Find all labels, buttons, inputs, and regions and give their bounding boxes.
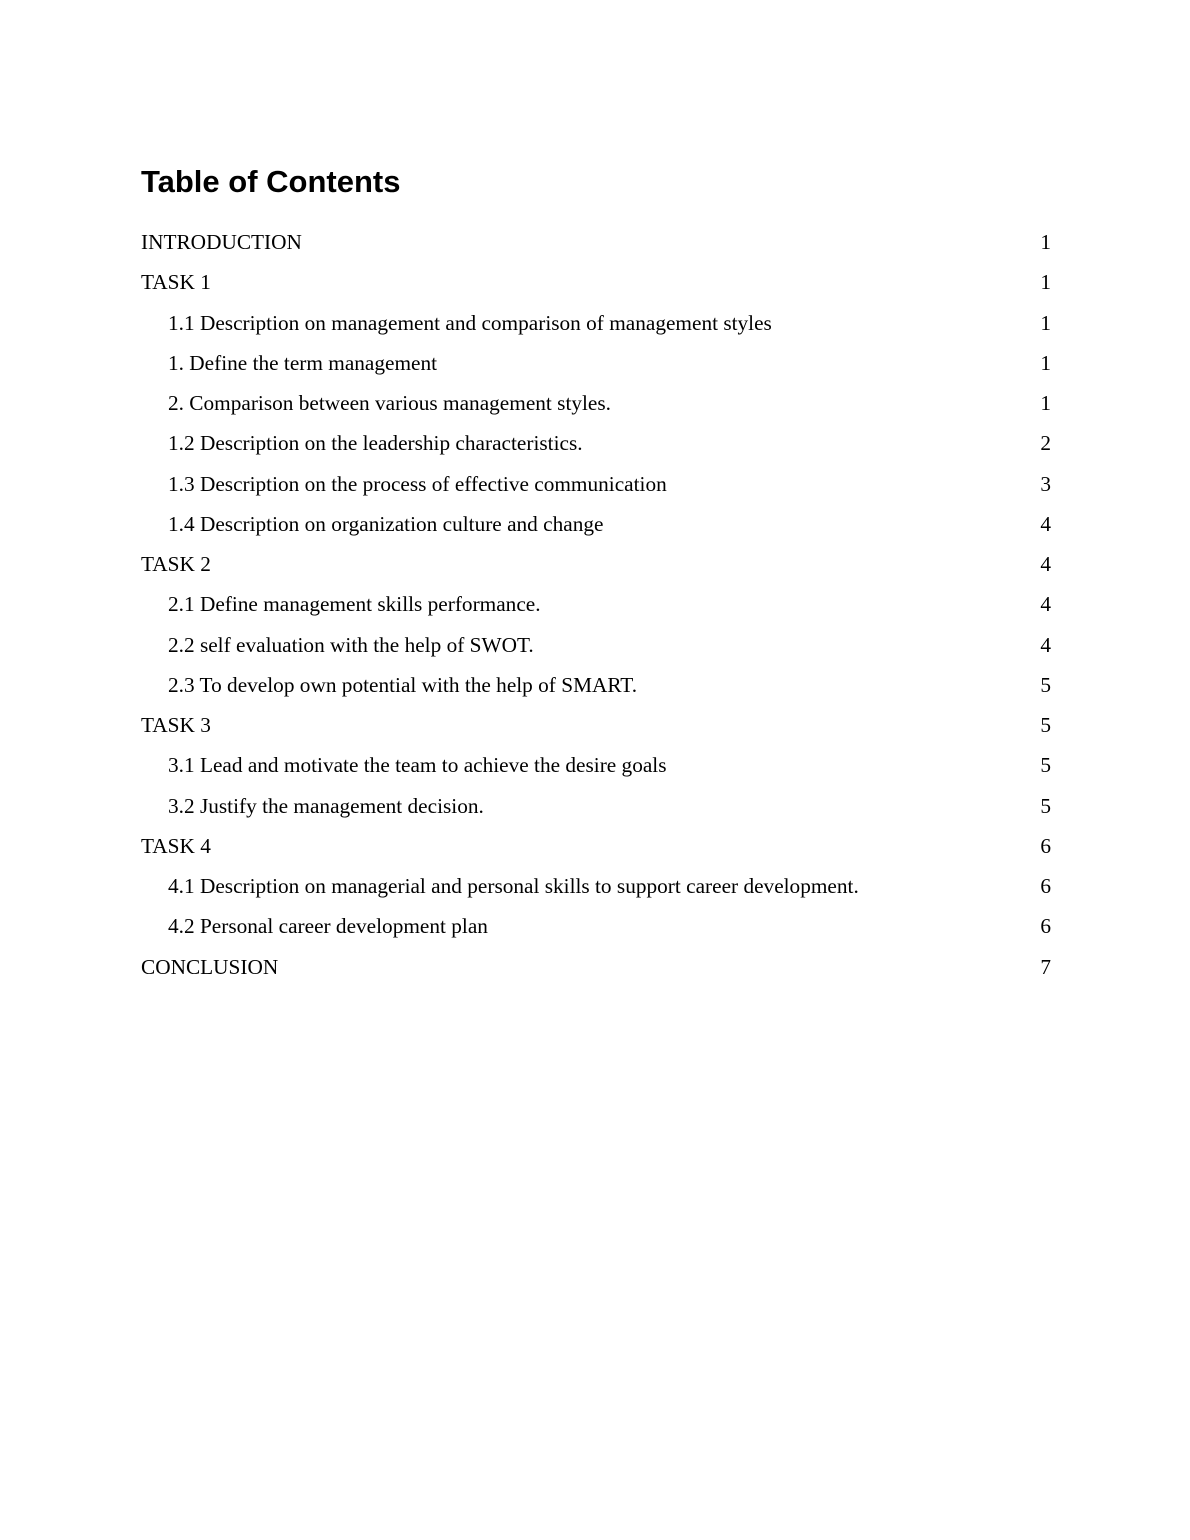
toc-page-number: 1	[1040, 391, 1051, 415]
toc-entry-label: CONCLUSION	[141, 954, 279, 979]
toc-entry-4-1[interactable]	[141, 870, 1051, 910]
toc-page-number: 6	[1040, 874, 1051, 898]
toc-entry-4-2[interactable]	[141, 910, 1051, 950]
toc-entry-label: 1.3 Description on the process of effective communication	[168, 471, 667, 496]
toc-entry-label: TASK 4	[141, 833, 211, 858]
toc-entry-label: 2. Comparison between various management styles.	[168, 391, 611, 415]
toc-entry-label: TASK 2	[141, 552, 211, 576]
toc-entry-3-1[interactable]	[141, 749, 1051, 789]
toc-entry-label: 1. Define the term management	[168, 350, 438, 375]
toc-entry-task-4[interactable]	[141, 830, 1051, 870]
toc-entry-1-4[interactable]	[141, 508, 1051, 548]
toc-entry-label: 2.1 Define management skills performance.	[168, 592, 541, 617]
toc-page-number: 4	[1040, 511, 1051, 536]
toc-page-number: 5	[1040, 753, 1051, 778]
toc-entry-label: 3.2 Justify the management decision.	[168, 793, 484, 818]
toc-entry-label: 1.1 Description on management and comparison of management styles	[168, 310, 772, 335]
toc-entry-label: 2.3 To develop own potential with the help of SMART.	[168, 672, 638, 697]
toc-page-number: 6	[1040, 914, 1051, 939]
toc-heading: Table of Contents	[141, 164, 401, 199]
toc-page-number: 1	[1040, 270, 1051, 295]
toc-entry-3-2[interactable]	[141, 790, 1051, 830]
toc-entry-1-2[interactable]	[141, 427, 1051, 467]
toc-entry-2-2[interactable]	[141, 629, 1051, 669]
toc-page-number: 4	[1040, 592, 1051, 617]
toc-page-number: 1	[1040, 230, 1051, 254]
toc-entry-2-1[interactable]	[141, 588, 1051, 628]
toc-entry-2-3[interactable]	[141, 669, 1051, 709]
toc-entry-label: 4.2 Personal career development plan	[168, 914, 488, 939]
toc-page-number: 6	[1040, 833, 1051, 858]
toc-page-number: 1	[1040, 350, 1051, 375]
table-of-contents	[141, 226, 1051, 991]
toc-page-number: 3	[1040, 471, 1051, 496]
toc-entry-label: TASK 1	[141, 270, 211, 295]
toc-entry-task-3[interactable]	[141, 709, 1051, 749]
toc-page-number: 4	[1040, 552, 1051, 576]
toc-entry-label: TASK 3	[141, 713, 211, 737]
toc-page-number: 4	[1040, 632, 1051, 657]
toc-entry-1-1[interactable]	[141, 307, 1051, 347]
toc-entry-conclusion[interactable]	[141, 951, 1051, 991]
toc-entry-label: 1.2 Description on the leadership characteristics.	[168, 431, 583, 456]
toc-entry-1-3[interactable]	[141, 468, 1051, 508]
toc-entry-introduction[interactable]	[141, 226, 1051, 266]
toc-page-number: 2	[1040, 431, 1051, 456]
toc-page-number: 5	[1040, 713, 1051, 737]
toc-entry-define-management[interactable]	[141, 347, 1051, 387]
toc-entry-label: INTRODUCTION	[141, 230, 302, 254]
toc-entry-label: 1.4 Description on organization culture and change	[168, 511, 604, 536]
toc-entry-task-2[interactable]	[141, 548, 1051, 588]
toc-page-number: 5	[1040, 793, 1051, 818]
toc-entry-label: 4.1 Description on managerial and personal skills to support career development.	[168, 874, 859, 898]
toc-page-number: 1	[1040, 310, 1051, 335]
toc-page-number: 5	[1040, 672, 1051, 697]
toc-entry-comparison-styles[interactable]	[141, 387, 1051, 427]
toc-page-number: 7	[1040, 954, 1051, 979]
toc-entry-label: 2.2 self evaluation with the help of SWOT.	[168, 632, 534, 657]
toc-entry-label: 3.1 Lead and motivate the team to achieve the desire goals	[168, 753, 667, 778]
toc-entry-task-1[interactable]	[141, 266, 1051, 306]
